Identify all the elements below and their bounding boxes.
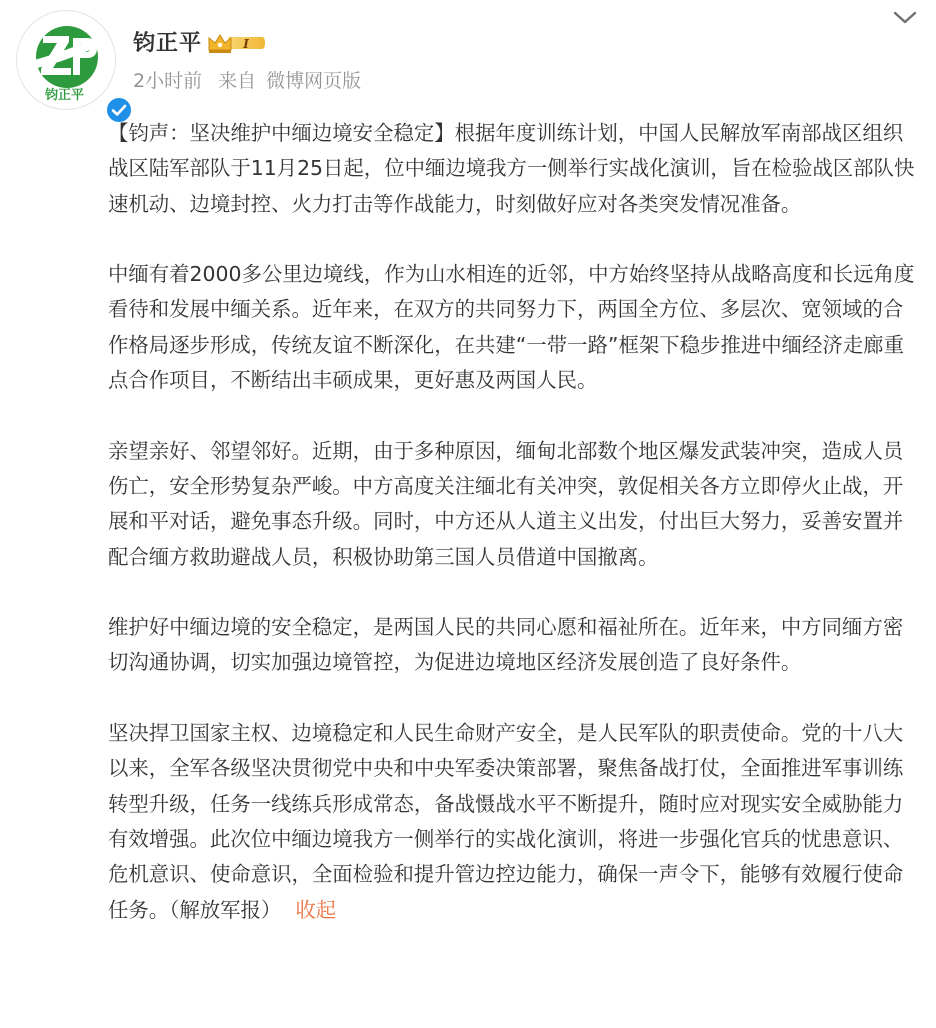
paragraph-last — [108, 716, 920, 928]
crown-level-icon[interactable] — [206, 31, 266, 55]
post-meta — [133, 66, 371, 96]
collapse-link[interactable]: 收起 — [295, 897, 337, 922]
paragraph: 维护好中缅边境的安全稳定，是两国人民的共同心愿和福祉所在。近年来，中方同缅方密切沟通协调，切实加强边境管控，为促进边境地区经济发展创造了良好条件。 — [108, 615, 904, 675]
chevron-down-icon[interactable] — [892, 8, 918, 26]
source-prefix: 来自 — [218, 70, 257, 92]
username[interactable]: 钧正平 — [133, 31, 203, 56]
paragraph: 亲望亲好、邻望邻好。近期，由于多种原因，缅甸北部数个地区爆发武装冲突，造成人员伤亡，安全形势复杂严峻。中方高度关注缅北有关冲突，敦促相关各方立即停火止战，开展和平对话，避免事态升级。同时，中方还从人道主义出发，付出巨大努力，妥善安置并配合缅方救助避战人员，积极协助第三国人员借道中国撤离。 — [108, 438, 904, 569]
level-number: I — [243, 37, 249, 51]
zp-logo — [17, 11, 115, 109]
paragraph-text: 坚决捍卫国家主权、边境稳定和人民生命财产安全，是人民军队的职责使命。党的十八大以来，全军各级坚决贯彻党中央和中央军委决策部署，聚焦备战打仗，全面推进军事训练转型升级，任务一线练兵形成常态，备战慑战水平不断提升，随时应对现实安全威胁能力有效增强。此次位中缅边境我方一侧举行的实战化演训，将进一步强化官兵的忧患意识、危机意识、使命意识，全面检验和提升管边控边能力，确保一声令下，能够有效履行使命任务。（解放军报） — [108, 721, 904, 922]
paragraph: 中缅有着2000多公里边境线，作为山水相连的近邻，中方始终坚持从战略高度和长远角度看待和发展中缅关系。近年来，在双方的共同努力下，两国全方位、多层次、宽领域的合作格局逐步形成，传统友谊不断深化，在共建“一带一路”框架下稳步推进中缅经济走廊重点合作项目，不断结出丰硕成果，更好惠及两国人民。 — [108, 262, 915, 393]
post-content — [108, 116, 920, 928]
avatar[interactable] — [16, 10, 116, 110]
avatar-caption: 钧正平 — [45, 88, 85, 103]
post-time[interactable]: 2小时前 — [133, 70, 203, 92]
post-source[interactable]: 微博网页版 — [266, 70, 362, 92]
paragraph: 【钧声：坚决维护中缅边境安全稳定】根据年度训练计划，中国人民解放军南部战区组织战区陆军部队于11月25日起，位中缅边境我方一侧举行实战化演训，旨在检验战区部队快速机动、边境封控、火力打击等作战能力，时刻做好应对各类突发情况准备。 — [108, 121, 915, 216]
